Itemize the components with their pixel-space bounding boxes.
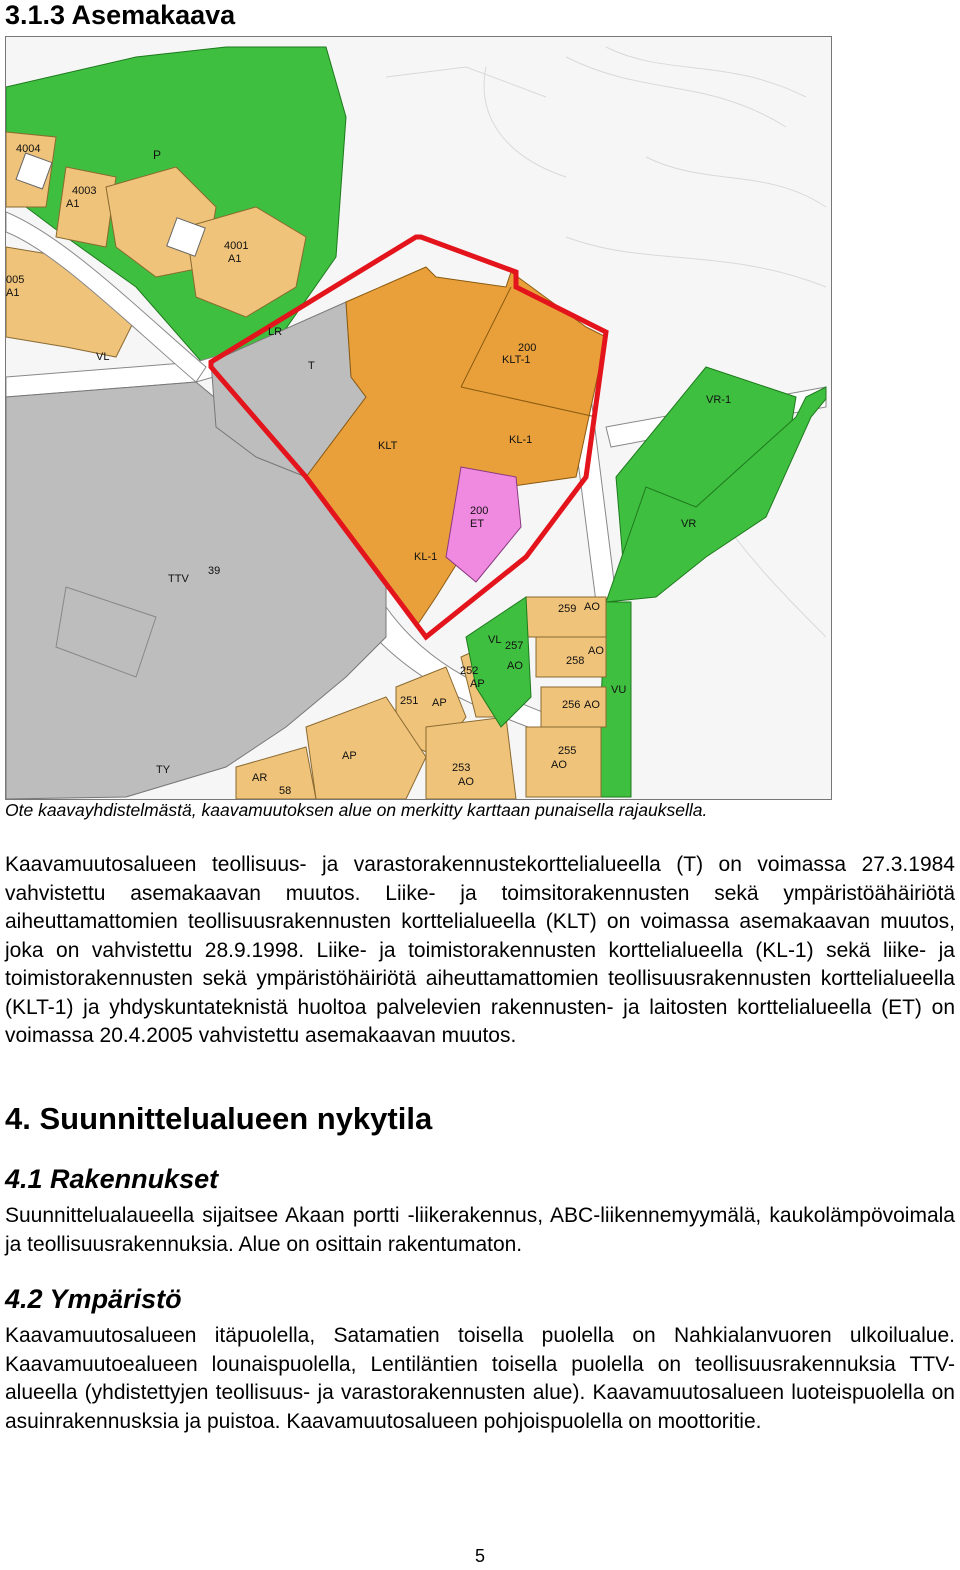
label-klt: KLT <box>378 440 398 452</box>
label-256: 256 <box>562 699 581 711</box>
label-et: ET <box>470 518 485 530</box>
label-ar: AR <box>252 772 268 784</box>
label-kl1-1: KL-1 <box>509 434 533 446</box>
heading-buildings: 4.1 Rakennukset <box>5 1164 219 1194</box>
label-t: T <box>308 360 315 372</box>
zoning-map <box>5 36 832 800</box>
label-4001: 4001 <box>224 240 249 252</box>
label-39: 39 <box>208 565 221 577</box>
label-258: 258 <box>566 655 585 667</box>
label-p: P <box>153 148 162 162</box>
label-kl1-2: KL-1 <box>414 551 438 563</box>
label-200-2: 200 <box>470 505 489 517</box>
label-ty: TY <box>156 764 171 776</box>
label-ao-6: AO <box>458 776 474 788</box>
paragraph-current-plan: Kaavamuutosalueen teollisuus- ja varastorakennustekorttelialueella (T) on voimassa 27.3.1984 vahvistettu asemakaavan muutos. Liike- ja toimsitorakennusten sekä ympäristöähäiriötä aiheuttamattomien teollisuusrakennusten korttelialueella (KLT) on voimassa asemakaavan muutos, joka on vahvistettu 28.9.1998. Liike- ja toimistorakennusten korttelialueella (KL-1) sekä liike- ja toimistorakennusten sekä ympäristöhäiriötä aiheuttamattomien teollisuusrakennusten korttelialueella (KLT-1) ja yhdyskuntateknistä huoltoa palvelevien rakennusten- ja laitosten korttelialueella (ET) on voimassa 20.4.2005 vahvistettu asemakaavan muutos. <box>5 853 955 1047</box>
label-vr1: VR-1 <box>706 394 732 406</box>
label-ap-1: AP <box>470 678 485 690</box>
paragraph-buildings: Suunnittelualaueella sijaitsee Akaan portti -liikerakennus, ABC-liikennemyymälä, kaukolämpövoimala ja teollisuusrakennuksia. Alue on osittain rakentumaton. <box>5 1204 955 1256</box>
label-ao-1: AO <box>584 601 600 613</box>
label-lr: LR <box>268 326 283 338</box>
label-257: 257 <box>505 640 524 652</box>
label-200-1: 200 <box>518 342 537 354</box>
paragraph-environment: Kaavamuutosalueen itäpuolella, Satamatien toisella puolella on Nahkialanvuoren ulkoilualue. Kaavamuutoealueen lounaispuolella, Lentiläntien toisella puolella on teollisuusrakennuksia TTV-alueella (yhdistettyjen teollisuus- ja varastorakennusten alue). Kaavamuutosalueen luoteispuolella on asuinrakennusksia ja puistoa. Kaavamuutosalueen pohjoispuolella on moottoritie. <box>5 1324 955 1433</box>
label-58: 58 <box>279 785 292 797</box>
label-251: 251 <box>400 695 419 707</box>
label-a1-3: A1 <box>6 287 20 299</box>
label-ap-3: AP <box>342 750 357 762</box>
label-4003: 4003 <box>72 185 97 197</box>
label-ttv: TTV <box>168 573 189 585</box>
label-a1-2: A1 <box>228 253 242 265</box>
label-4004: 4004 <box>16 143 41 155</box>
label-a1-1: A1 <box>66 198 80 210</box>
label-253: 253 <box>452 762 471 774</box>
label-259: 259 <box>558 603 577 615</box>
label-005: 005 <box>6 274 25 286</box>
label-255: 255 <box>558 745 577 757</box>
label-vu: VU <box>611 684 627 696</box>
page-number: 5 <box>474 1546 485 1566</box>
label-ao-2: AO <box>507 660 523 672</box>
label-klt1: KLT-1 <box>502 354 531 366</box>
section-heading: 3.1.3 Asemakaava <box>5 0 236 30</box>
label-ap-2: AP <box>432 697 447 709</box>
label-ao-5: AO <box>551 759 567 771</box>
label-ao-4: AO <box>584 699 600 711</box>
label-vr: VR <box>681 518 697 530</box>
label-vl-2: VL <box>488 634 502 646</box>
zoning-map-drawing <box>6 37 831 799</box>
heading-environment: 4.2 Ympäristö <box>5 1284 182 1314</box>
label-ao-3: AO <box>588 645 604 657</box>
map-caption: Ote kaavayhdistelmästä, kaavamuutoksen alue on merkitty karttaan punaisella rajauksella. <box>5 800 708 820</box>
label-vl-1: VL <box>96 351 110 363</box>
heading-current-state: 4. Suunnittelualueen nykytila <box>5 1101 433 1136</box>
label-252: 252 <box>460 665 479 677</box>
